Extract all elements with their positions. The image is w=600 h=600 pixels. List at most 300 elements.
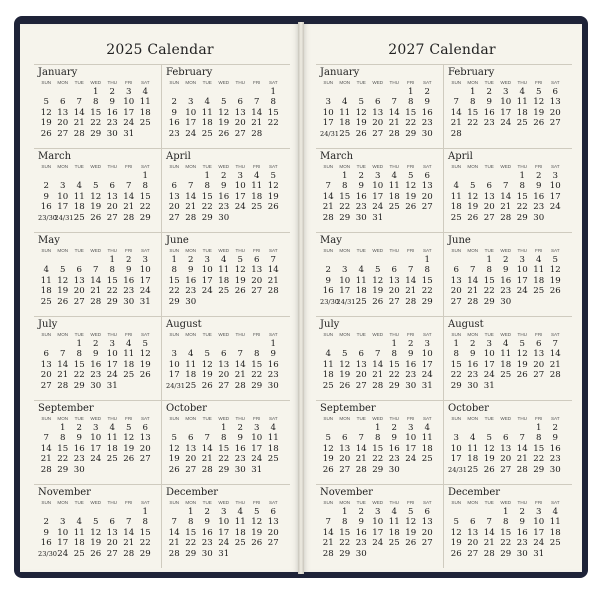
day-cell: 14 <box>73 107 85 118</box>
weekday-label: FRI <box>125 416 133 421</box>
day-cell: 23 <box>500 286 512 297</box>
day-cell: 29 <box>372 464 384 475</box>
day-cell: 12 <box>57 275 69 286</box>
day-cell <box>353 87 370 97</box>
day-cell: 24 <box>106 370 118 381</box>
week-row <box>448 213 570 223</box>
day-cell: 9 <box>171 107 177 118</box>
week-row <box>38 465 159 475</box>
day-cell: 24 <box>372 202 384 213</box>
day-cell: 6 <box>424 507 430 517</box>
day-cell <box>498 423 515 433</box>
day-cell <box>403 255 420 265</box>
day-cell: 27 <box>234 128 246 139</box>
day-cell: 6 <box>358 349 364 360</box>
weekday-header <box>38 415 159 423</box>
day-cell: 2 <box>486 87 492 97</box>
day-cell: 13 <box>234 107 246 118</box>
day-cell: 26 <box>322 464 334 475</box>
day-cell: 30 <box>533 212 545 223</box>
day-cell: 15 <box>90 107 102 118</box>
weekday-label: SUN <box>451 164 462 169</box>
month-block <box>444 316 572 400</box>
day-cell: 29 <box>139 548 151 559</box>
week-row <box>448 538 570 548</box>
week-row <box>320 213 441 223</box>
day-cell: 27 <box>168 212 180 223</box>
day-cell: 2 <box>126 255 132 265</box>
day-cell: 6 <box>109 517 115 528</box>
week-row <box>320 507 441 517</box>
weekday-header <box>38 163 159 171</box>
weekday-label: SAT <box>268 248 278 253</box>
day-cell <box>166 339 183 349</box>
day-cell: 5 <box>93 181 99 192</box>
weekday-label: SUN <box>323 164 334 169</box>
weekday-label: MON <box>57 80 69 85</box>
day-cell <box>166 171 183 181</box>
day-cell <box>88 171 105 181</box>
weekday-label: WED <box>90 500 102 505</box>
day-cell: 1 <box>453 339 459 349</box>
week-row <box>166 108 288 118</box>
day-cell: 13 <box>218 359 230 370</box>
day-cell: 30 <box>549 464 561 475</box>
day-cell <box>38 339 55 349</box>
weekday-label: TUE <box>202 332 212 337</box>
day-cell <box>249 549 266 559</box>
week-row <box>448 349 570 359</box>
day-cell: 13 <box>168 191 180 202</box>
day-cell: 6 <box>109 181 115 192</box>
day-cell: 10 <box>372 181 384 192</box>
weekday-label: TUE <box>356 80 366 85</box>
weekday-label: WED <box>218 248 230 253</box>
day-cell: 15 <box>139 527 151 538</box>
day-cell: 2 <box>43 517 49 528</box>
day-cell: 12 <box>251 517 263 528</box>
week-row <box>38 108 159 118</box>
day-cell: 19 <box>139 359 151 370</box>
day-cell <box>481 507 498 517</box>
day-cell: 23 <box>355 538 367 549</box>
day-cell: 12 <box>168 443 180 454</box>
day-cell: 26 <box>40 128 52 139</box>
day-cell: 15 <box>339 191 351 202</box>
day-cell: 10 <box>251 433 263 444</box>
day-cell: 18 <box>421 443 433 454</box>
day-cell: 4 <box>204 97 210 108</box>
day-cell: 17 <box>251 443 263 454</box>
day-cell <box>232 549 249 559</box>
week-row <box>166 97 288 107</box>
day-cell: 5 <box>43 97 49 108</box>
day-cell: 3 <box>424 339 430 349</box>
week-row <box>38 528 159 538</box>
day-cell: 8 <box>93 97 99 108</box>
day-cell: 4 <box>391 507 397 517</box>
day-cell: 27 <box>372 128 384 139</box>
week-row <box>448 507 570 517</box>
day-cell: 19 <box>218 118 230 129</box>
week-row <box>166 444 288 454</box>
day-cell: 3 <box>109 339 115 349</box>
day-cell: 26 <box>57 296 69 307</box>
day-cell: 23 <box>355 202 367 213</box>
weekday-label: WED <box>218 164 230 169</box>
day-cell: 12 <box>372 275 384 286</box>
week-row <box>38 454 159 464</box>
day-cell: 23 <box>73 454 85 465</box>
day-cell <box>137 465 154 475</box>
day-cell: 19 <box>90 538 102 549</box>
day-cell: 19 <box>516 359 528 370</box>
day-cell <box>166 507 183 517</box>
day-cell: 12 <box>90 527 102 538</box>
day-cell: 30 <box>234 464 246 475</box>
month-name: November <box>38 487 91 498</box>
day-cell: 4 <box>270 423 276 433</box>
day-cell: 4 <box>221 255 227 265</box>
day-cell: 19 <box>234 275 246 286</box>
week-row <box>448 549 570 559</box>
day-cell <box>386 255 403 265</box>
day-cell: 28 <box>234 380 246 391</box>
weekday-label: TUE <box>202 416 212 421</box>
weekday-label: SAT <box>268 80 278 85</box>
day-cell: 5 <box>142 339 148 349</box>
day-cell: 20 <box>234 118 246 129</box>
day-cell: 21 <box>251 118 263 129</box>
day-cell: 3 <box>254 423 260 433</box>
weekday-label: FRI <box>407 164 415 169</box>
day-cell: 7 <box>486 517 492 528</box>
weekday-label: WED <box>500 500 512 505</box>
week-row <box>448 202 570 212</box>
day-cell: 12 <box>90 191 102 202</box>
day-cell: 6 <box>536 339 542 349</box>
day-cell: 2 <box>552 423 558 433</box>
weekday-label: WED <box>500 164 512 169</box>
day-cell: 19 <box>405 527 417 538</box>
day-cell: 16 <box>234 443 246 454</box>
day-cell: 1 <box>342 171 348 181</box>
month-name: August <box>448 319 484 330</box>
day-cell: 21 <box>185 202 197 213</box>
month-block <box>316 148 444 232</box>
weekday-label: TUE <box>74 164 84 169</box>
day-cell: 3 <box>93 423 99 433</box>
day-cell: 19 <box>355 118 367 129</box>
week-row <box>166 276 288 286</box>
day-cell <box>183 339 200 349</box>
day-cell: 8 <box>486 265 492 276</box>
day-cell: 30 <box>201 548 213 559</box>
day-cell: 8 <box>424 265 430 276</box>
day-cell: 27 <box>533 370 545 381</box>
month-name: December <box>166 487 219 498</box>
day-cell: 24 <box>483 370 495 381</box>
day-cell: 26 <box>483 464 495 475</box>
weekday-label: FRI <box>125 248 133 253</box>
day-cell: 20 <box>218 370 230 381</box>
weekday-label: THU <box>389 164 399 169</box>
day-cell: 14 <box>90 275 102 286</box>
month-name: September <box>320 403 376 414</box>
day-cell: 23 <box>168 128 180 139</box>
month-block <box>316 400 444 484</box>
weekday-label: THU <box>235 248 245 253</box>
day-cell: 4 <box>424 423 430 433</box>
day-cell: 9 <box>188 265 194 276</box>
week-row <box>166 454 288 464</box>
weekday-label: THU <box>235 80 245 85</box>
day-cell: 13 <box>57 107 69 118</box>
day-cell: 28 <box>467 296 479 307</box>
day-cell <box>55 507 72 517</box>
weekday-label: SUN <box>451 332 462 337</box>
weekday-label: SUN <box>451 416 462 421</box>
weekday-label: WED <box>90 332 102 337</box>
day-cell: 5 <box>221 97 227 108</box>
day-cell: 18 <box>106 443 118 454</box>
day-cell: 18 <box>218 275 230 286</box>
week-row <box>38 370 159 380</box>
weekday-label: MON <box>467 500 479 505</box>
day-cell: 28 <box>355 464 367 475</box>
month-block <box>34 232 162 316</box>
weekday-label: FRI <box>407 80 415 85</box>
week-row <box>320 517 441 527</box>
day-cell: 3 <box>486 339 492 349</box>
month-block <box>34 484 162 568</box>
day-cell: 24 <box>500 118 512 129</box>
day-cell: 30 <box>421 128 433 139</box>
day-cell <box>71 171 88 181</box>
day-cell: 27 <box>483 212 495 223</box>
day-cell: 18 <box>516 107 528 118</box>
week-row <box>320 202 441 212</box>
week-row <box>166 87 288 97</box>
week-row <box>166 528 288 538</box>
day-cell: 8 <box>171 265 177 276</box>
weekday-label: WED <box>372 332 384 337</box>
day-cell: 30 <box>123 296 135 307</box>
day-cell: 14 <box>234 359 246 370</box>
day-cell: 6 <box>391 265 397 276</box>
weekday-label: TUE <box>74 80 84 85</box>
day-cell: 20 <box>57 118 69 129</box>
day-cell: 26 <box>90 548 102 559</box>
day-cell: 6 <box>60 97 66 108</box>
day-cell: 28 <box>267 286 279 297</box>
day-cell: 7 <box>453 97 459 108</box>
weekday-label: MON <box>185 500 197 505</box>
day-cell: 15 <box>185 527 197 538</box>
week-row <box>166 423 288 433</box>
weekday-label: FRI <box>407 248 415 253</box>
day-cell: 28 <box>549 370 561 381</box>
weekday-label: THU <box>389 416 399 421</box>
day-cell: 2 <box>93 339 99 349</box>
week-row <box>166 129 288 139</box>
day-cell: 7 <box>358 433 364 444</box>
day-cell: 2 <box>221 171 227 181</box>
weekday-label: WED <box>90 416 102 421</box>
day-cell: 15 <box>467 107 479 118</box>
week-row <box>320 454 441 464</box>
day-cell: 27 <box>267 538 279 549</box>
day-cell: 7 <box>171 517 177 528</box>
weekday-label: THU <box>517 416 527 421</box>
day-cell <box>183 171 200 181</box>
weekday-label: THU <box>235 500 245 505</box>
day-cell <box>386 213 403 223</box>
day-cell: 18 <box>123 359 135 370</box>
day-cell: 29 <box>139 212 151 223</box>
month-block <box>444 232 572 316</box>
day-cell: 21 <box>73 118 85 129</box>
day-cell <box>166 87 183 97</box>
weekday-label: WED <box>500 416 512 421</box>
day-cell: 7 <box>126 181 132 192</box>
weekday-label: SAT <box>550 416 560 421</box>
day-cell: 3 <box>408 423 414 433</box>
day-cell: 15 <box>139 191 151 202</box>
day-cell <box>320 423 337 433</box>
day-cell <box>88 507 105 517</box>
week-row <box>38 433 159 443</box>
day-cell: 23 <box>123 286 135 297</box>
day-cell: 11 <box>549 517 561 528</box>
day-cell <box>386 87 403 97</box>
day-cell: 22 <box>450 370 462 381</box>
weekday-label: WED <box>372 416 384 421</box>
day-cell: 4 <box>536 255 542 265</box>
day-cell: 21 <box>168 538 180 549</box>
weekday-label: SUN <box>323 416 334 421</box>
day-cell: 13 <box>339 443 351 454</box>
day-cell: 28 <box>73 128 85 139</box>
day-cell: 20 <box>267 527 279 538</box>
weekday-label: TUE <box>202 80 212 85</box>
day-cell: 22 <box>57 454 69 465</box>
day-cell: 10 <box>421 349 433 360</box>
week-row <box>320 549 441 559</box>
day-cell <box>403 549 420 559</box>
weekday-label: SAT <box>140 248 150 253</box>
day-cell: 9 <box>408 349 414 360</box>
day-cell: 7 <box>391 97 397 108</box>
day-cell: 25 <box>73 548 85 559</box>
weekday-label: SUN <box>323 80 334 85</box>
week-row <box>448 171 570 181</box>
day-cell: 13 <box>421 181 433 192</box>
day-cell: 20 <box>355 370 367 381</box>
day-cell <box>232 213 249 223</box>
day-cell: 25 <box>322 380 334 391</box>
day-cell: 17 <box>322 118 334 129</box>
day-cell: 23 <box>201 538 213 549</box>
day-cell: 10 <box>322 107 334 118</box>
week-row <box>166 339 288 349</box>
day-cell: 1 <box>270 87 276 97</box>
weekday-label: MON <box>185 332 197 337</box>
day-cell: 13 <box>421 517 433 528</box>
day-cell: 20 <box>483 202 495 213</box>
weekday-label: SUN <box>41 416 52 421</box>
day-cell: 28 <box>516 464 528 475</box>
day-cell: 14 <box>123 191 135 202</box>
day-cell <box>71 507 88 517</box>
day-cell: 10 <box>90 433 102 444</box>
day-cell <box>386 549 403 559</box>
week-row <box>448 276 570 286</box>
day-cell: 27 <box>421 202 433 213</box>
day-cell: 19 <box>267 191 279 202</box>
day-cell: 2 <box>204 507 210 517</box>
day-cell: 15 <box>483 275 495 286</box>
day-cell: 4 <box>325 349 331 360</box>
day-cell: 11 <box>467 443 479 454</box>
day-cell: 20 <box>500 454 512 465</box>
week-row <box>448 118 570 128</box>
day-cell: 21 <box>57 370 69 381</box>
day-cell: 5 <box>342 349 348 360</box>
day-cell: 9 <box>358 517 364 528</box>
week-row <box>38 276 159 286</box>
weekday-label: TUE <box>484 416 494 421</box>
day-cell: 10 <box>201 265 213 276</box>
week-row <box>448 360 570 370</box>
weekday-label: SAT <box>550 248 560 253</box>
day-cell: 15 <box>533 443 545 454</box>
day-cell: 27 <box>106 212 118 223</box>
day-cell: 16 <box>106 107 118 118</box>
month-name: June <box>448 235 471 246</box>
day-cell: 23 <box>218 202 230 213</box>
week-row <box>38 381 159 391</box>
day-cell: 20 <box>421 191 433 202</box>
week-row <box>320 339 441 349</box>
day-cell: 14 <box>168 527 180 538</box>
day-cell: 1 <box>142 507 148 517</box>
day-cell: 3 <box>519 255 525 265</box>
month-name: July <box>38 319 58 330</box>
day-cell: 29 <box>516 212 528 223</box>
day-cell: 11 <box>388 181 400 192</box>
day-cell: 6 <box>142 423 148 433</box>
day-cell <box>465 129 482 139</box>
day-cell: 14 <box>201 443 213 454</box>
weekday-label: MON <box>185 416 197 421</box>
weekday-label: TUE <box>202 248 212 253</box>
day-cell: 19 <box>405 191 417 202</box>
day-cell <box>55 87 72 97</box>
day-cell <box>547 381 564 391</box>
week-row <box>320 118 441 128</box>
weekday-label: FRI <box>253 332 261 337</box>
day-cell: 22 <box>483 286 495 297</box>
day-cell: 30 <box>185 296 197 307</box>
day-cell: 21 <box>234 370 246 381</box>
day-cell: 7 <box>254 97 260 108</box>
day-cell: 3 <box>142 255 148 265</box>
day-cell: 29 <box>533 464 545 475</box>
day-cell: 9 <box>486 97 492 108</box>
day-cell: 15 <box>106 275 118 286</box>
day-cell: 7 <box>188 181 194 192</box>
